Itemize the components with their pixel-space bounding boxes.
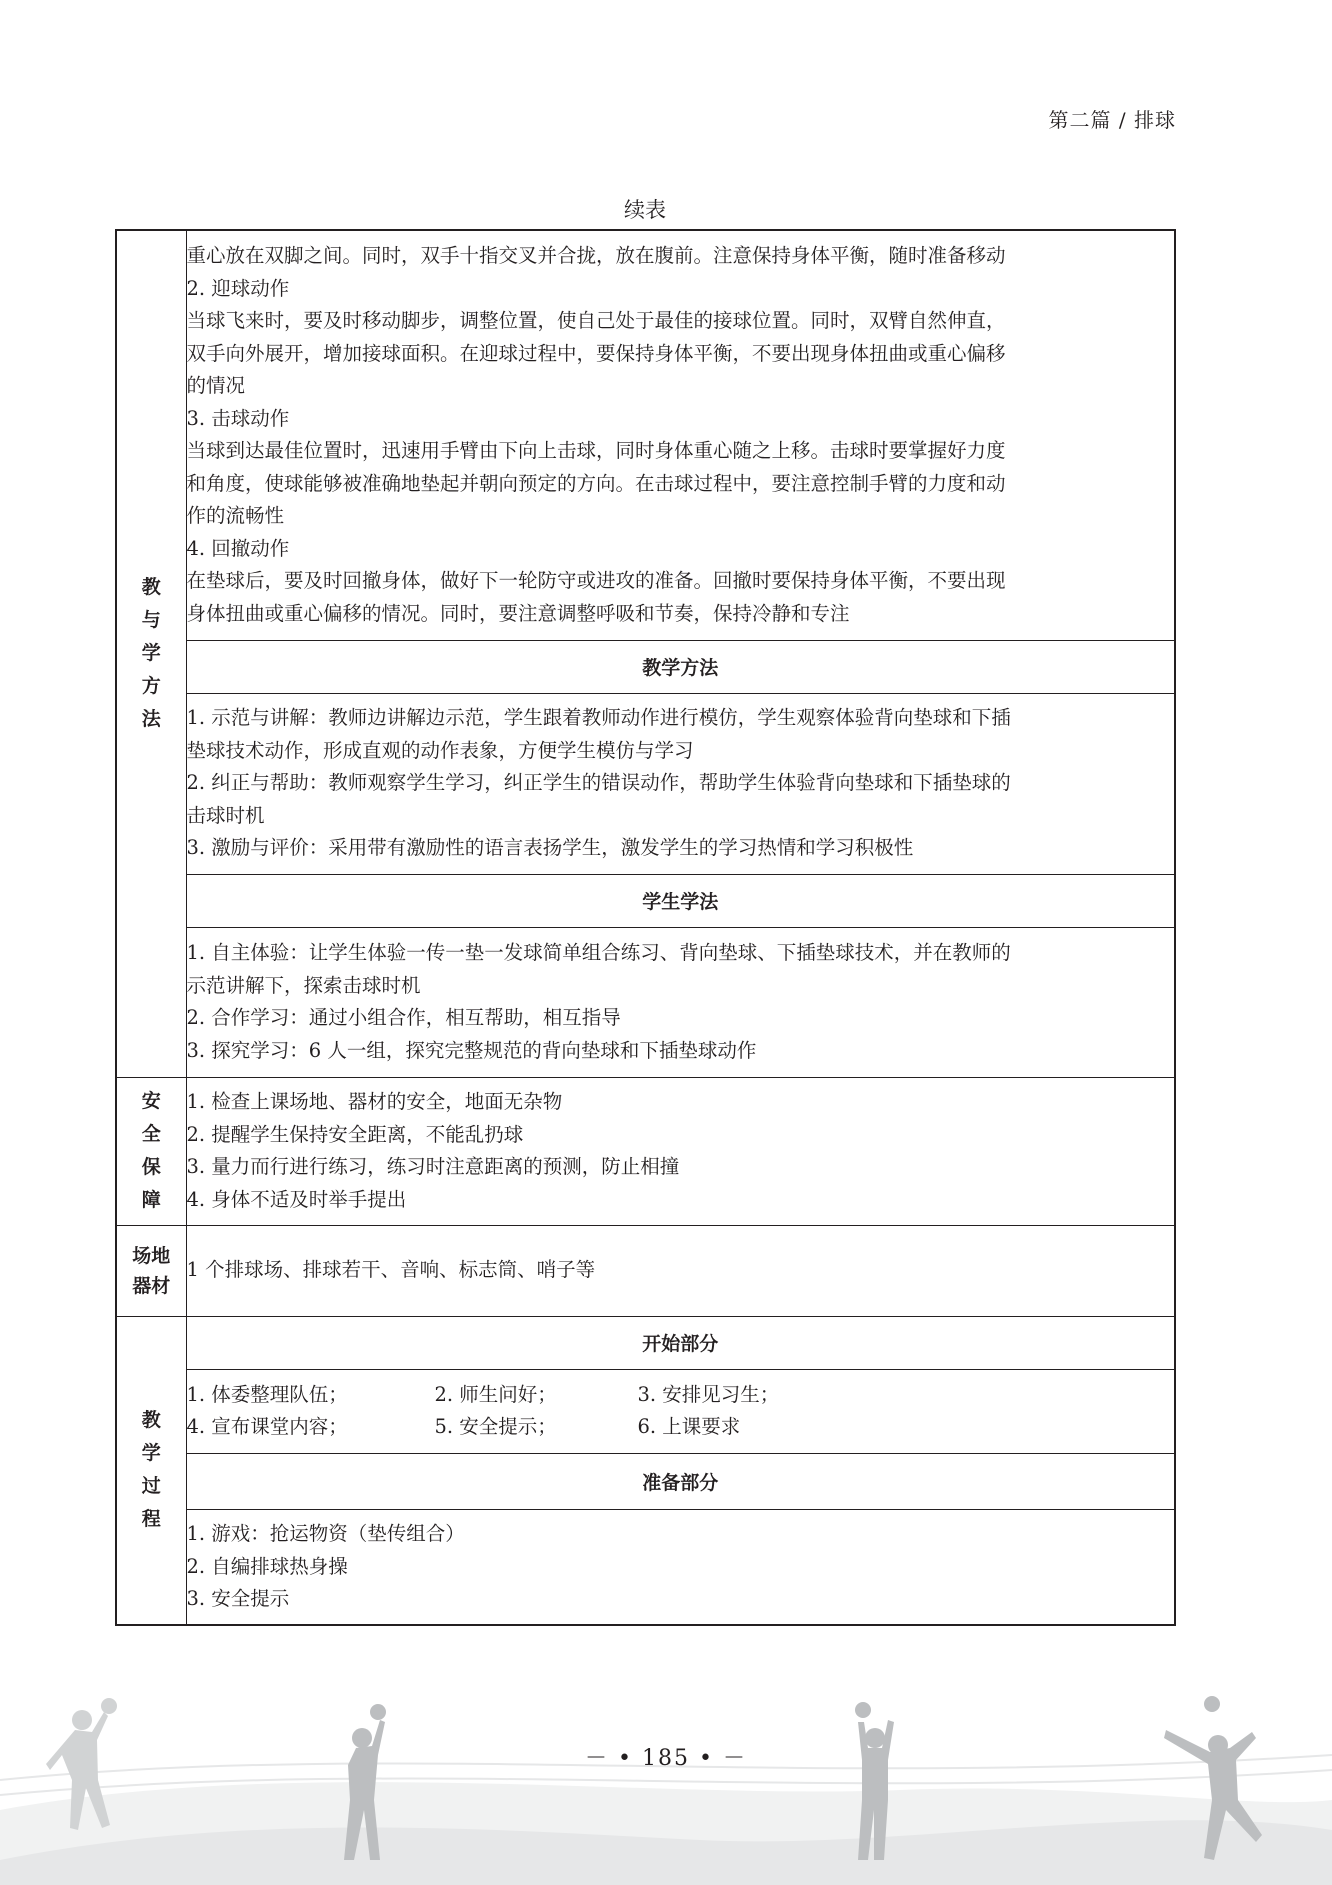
safety-list: 1. 检查上课场地、器材的安全，地面无杂物 2. 提醒学生保持安全距离，不能乱扔球 3. 量力而行进行练习，练习时注意距离的预测，防止相撞 4. 身体不适及时举手提出 <box>186 1077 1175 1225</box>
lesson-plan-table <box>115 229 1176 1626</box>
label-equipment: 场地 器材 <box>116 1225 186 1316</box>
heading-start-part: 开始部分 <box>186 1316 1175 1369</box>
label-teaching-process: 教 学 过 程 <box>116 1316 186 1625</box>
start-items-row-1: 1. 体委整理队伍； 2. 师生问好； 3. 安排见习生； <box>186 1382 780 1406</box>
equipment-text: 1 个排球场、排球若干、音响、标志筒、哨子等 <box>186 1225 1175 1316</box>
teaching-method-list: 1. 示范与讲解：教师边讲解边示范，学生跟着教师动作进行模仿，学生观察体验背向垫球和下插 垫球技术动作，形成直观的动作表象，方便学生模仿与学习 2. 纠正与帮助：教师观察学生学习，纠正学生的错误动作，帮助学生体验背向垫球和下插垫球的 击球时机 3. 激励与评价：采用带有激励性的语言表扬学生，激发学生的学习热情和学习积极性 <box>186 693 1175 874</box>
heading-prep-part: 准备部分 <box>186 1453 1175 1509</box>
table-caption: 续表 <box>624 198 666 222</box>
start-part-items <box>186 1369 1175 1453</box>
heading-student-study: 学生学法 <box>186 874 1175 927</box>
heading-teaching-method: 教学方法 <box>186 640 1175 693</box>
prep-part-list: 1. 游戏：抢运物资（垫传组合） 2. 自编排球热身操 3. 安全提示 <box>186 1509 1175 1625</box>
running-header: 第二篇 / 排球 <box>1048 108 1176 132</box>
lesson-table-wrapper <box>115 229 1176 1626</box>
label-teaching-method: 教 与 学 方 法 <box>116 230 186 1077</box>
start-items-row-2: 4. 宣布课堂内容； 5. 安全提示； 6. 上课要求 <box>186 1415 741 1438</box>
page-number: － • 185 • － <box>585 1746 747 1771</box>
footer-volleyball-illustration <box>0 1660 1332 1885</box>
student-study-list: 1. 自主体验：让学生体验一传一垫一发球简单组合练习、背向垫球、下插垫球技术，并在教师的 示范讲解下，探索击球时机 2. 合作学习：通过小组合作，相互帮助，相互指导 3. 探究学习：6 人一组，探究完整规范的背向垫球和下插垫球动作 <box>186 927 1175 1077</box>
action-description: 重心放在双脚之间。同时，双手十指交叉并合拢，放在腹前。注意保持身体平衡，随时准备移动 2. 迎球动作 当球飞来时，要及时移动脚步，调整位置，使自己处于最佳的接球位置。同时，双臂自然伸直， 双手向外展开，增加接球面积。在迎球过程中，要保持身体平衡，不要出现身体扭曲或重心偏移 的情况 3. 击球动作 当球到达最佳位置时，迅速用手臂由下向上击球，同时身体重心随之上移。击球时要掌握好力度 和角度，使球能够被准确地垫起并朝向预定的方向。在击球过程中，要注意控制手臂的力度和动 作的流畅性 4. 回撤动作 在垫球后，要及时回撤身体，做好下一轮防守或进攻的准备。回撤时要保持身体平衡，不要出现 身体扭曲或重心偏移的情况。同时，要注意调整呼吸和节奏，保持冷静和专注 <box>186 230 1175 640</box>
label-safety: 安 全 保 障 <box>116 1077 186 1225</box>
